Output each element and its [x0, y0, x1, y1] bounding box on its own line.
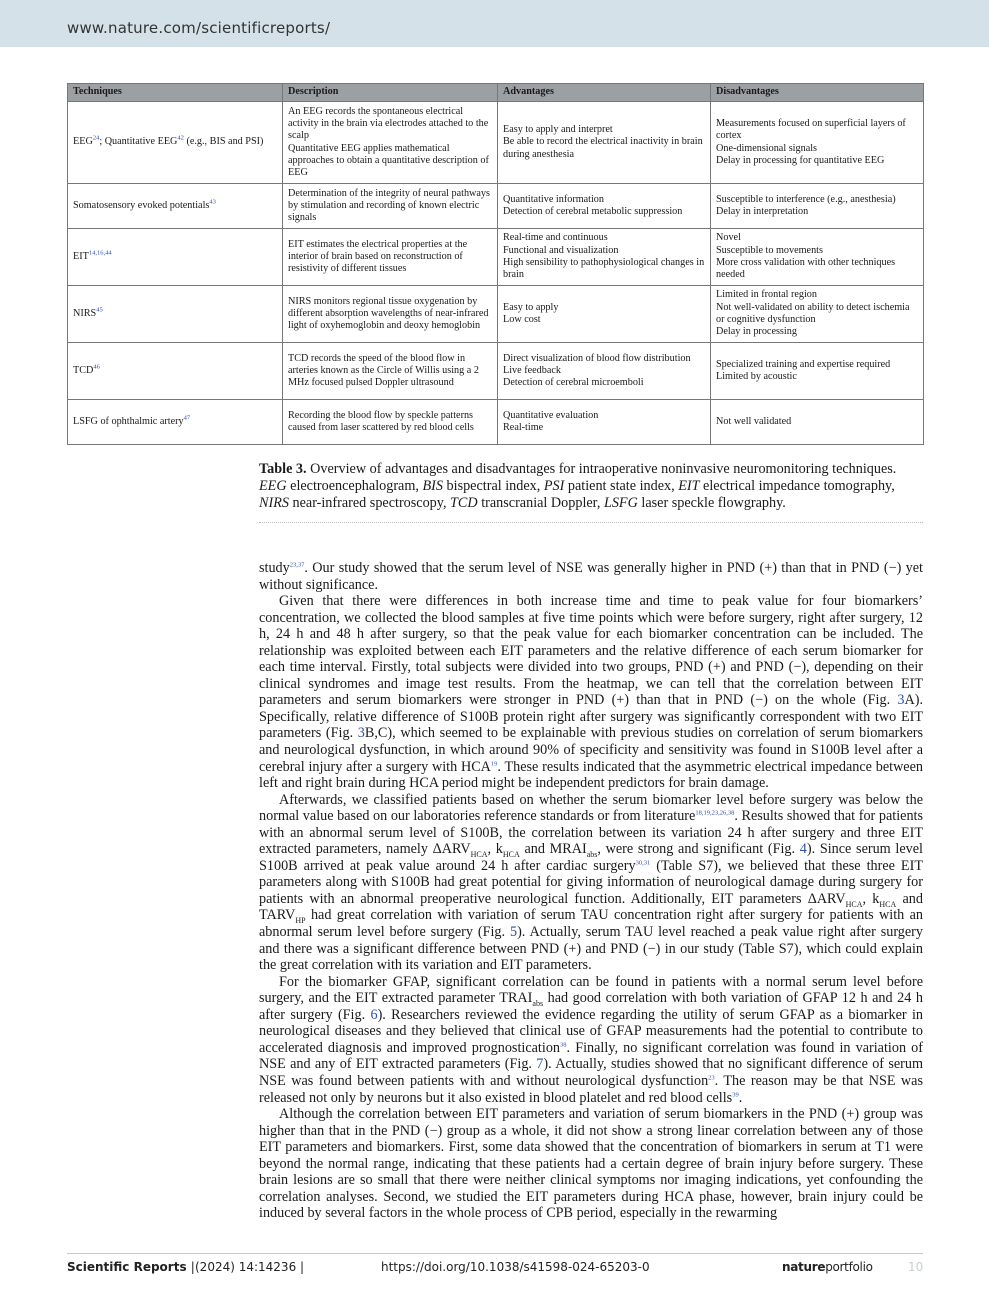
disadvantages-cell: Susceptible to interference (e.g., anesthesia) Delay in interpretation — [711, 184, 924, 229]
paragraph: For the biomarker GFAP, significant correlation can be found in patients with a normal serum level before surgery, and the EIT extracted parameter $TRAI_{abs}$ had good correlation with both variation of GFAP 12 h and 24 h after surgery (Fig. 6). Researchers reviewed the evidence regarding the utility of serum GFAP as a biomarker in neurological diseases and they believed that clinical use of GFAP measurements had the potential to contribute to accelerated diagnosis and improved prognostication$^{38}$. Finally, no significant correlation was found in variation of NSE and any of EIT extracted parameters (Fig. 7). Actually, studies showed that no significant difference of serum NSE was found between patients with and without neurological dysfunction$^{23}$. The reason may be that NSE was released not only by neurons but it also existed in blood platelet and red blood cells$^{39}$. — [259, 973, 923, 1106]
disadvantages-cell: Measurements focused on superficial layers of cortex One-dimensional signals Delay in processing for quantitative EEG — [711, 102, 924, 184]
disadvantages-cell: Limited in frontal region Not well-validated on ability to detect ischemia or cognitive dysfunction Delay in processing — [711, 286, 924, 343]
column-header: Description — [283, 84, 498, 102]
technique-cell: TCD$^{46}$ — [68, 343, 283, 400]
description-cell: EIT estimates the electrical properties at the interior of brain based on reconstruction of resistivity of different tissues — [283, 229, 498, 286]
abbreviation: BIS — [422, 477, 443, 494]
citation-ref[interactable]: 23 — [708, 1074, 715, 1082]
disadvantages-cell: Not well validated — [711, 400, 924, 445]
table-row — [68, 343, 924, 400]
subscript: abs — [586, 850, 598, 860]
table-row — [68, 184, 924, 229]
paragraph: study$^{23,37}$. Our study showed that the serum level of NSE was generally higher in PND (+) than that in PND (−) yet without significance. — [259, 560, 923, 593]
advantages-cell: Easy to apply and interpret Be able to record the electrical inactivity in brain during anesthesia — [498, 102, 711, 184]
technique-cell: LSFG of ophthalmic artery$^{47}$ — [68, 400, 283, 445]
disadvantages-cell: Specialized training and expertise required Limited by acoustic — [711, 343, 924, 400]
description-cell: TCD records the speed of the blood flow in arteries known as the Circle of Willis using a 2 MHz focused pulsed Doppler ultrasound — [283, 343, 498, 400]
technique-cell: EIT$^{14,16,44}$ — [68, 229, 283, 286]
citation-ref[interactable]: 24 — [92, 134, 100, 142]
site-url-link[interactable]: www.nature.com/scientificreports/ — [67, 19, 331, 37]
paragraph: Although the correlation between EIT parameters and variation of serum biomarkers in the PND (+) group was higher than that in the PND (−) group as a whole, it did not show a strong linear correlation between any of those EIT parameters and biomarkers. First, some data showed that the concentration of biomarkers in serum at T1 were beyond the normal range, indicating that these patients had a certain degree of brain injury before surgery. These brain lesions are so small that there were neither clinical symptoms nor imaging indications, yet confounding the correlation analyses. Second, we studied the EIT parameters during HCA phase, however, brain injury could be induced by several factors in the whole process of CPB period, especially in the rewarming — [259, 1106, 923, 1222]
footer-divider — [67, 1253, 923, 1254]
abbreviation: EIT — [678, 477, 700, 494]
citation-ref[interactable]: 43 — [209, 198, 216, 206]
abbreviation: PSI — [543, 477, 565, 494]
citation-ref[interactable]: 39 — [732, 1090, 739, 1098]
footer-journal: Scientific Reports | — [67, 1260, 195, 1274]
description-cell: An EEG records the spontaneous electrical activity in the brain via electrodes attached to the scalp Quantitative EEG applies mathematical approaches to obtain a quantitative description of EEG — [283, 102, 498, 184]
abbreviation: EEG — [259, 477, 287, 494]
figure-ref-link[interactable]: 7 — [536, 1056, 544, 1073]
column-header: Disadvantages — [711, 84, 924, 102]
subscript: HCA — [879, 899, 897, 909]
advantages-cell: Quantitative evaluation Real-time — [498, 400, 711, 445]
table-header-row — [68, 84, 924, 102]
subscript: abs — [532, 999, 544, 1009]
subscript: HP — [295, 916, 306, 926]
article-body — [259, 560, 923, 1222]
page-number: 10 — [908, 1260, 924, 1274]
techniques-table — [67, 83, 924, 445]
citation-ref[interactable]: 46 — [93, 363, 100, 371]
citation-ref[interactable]: 30,31 — [635, 859, 651, 867]
advantages-cell: Quantitative information Detection of cerebral metabolic suppression — [498, 184, 711, 229]
technique-cell: EEG$^{24}$; Quantitative EEG$^{42}$ (e.g., BIS and PSI) — [68, 102, 283, 184]
subscript: HCA — [845, 899, 863, 909]
subscript: HCA — [470, 850, 488, 860]
column-header: Techniques — [68, 84, 283, 102]
footer-citation: (2024) 14:14236 | — [195, 1260, 305, 1274]
citation-ref[interactable]: 45 — [96, 306, 103, 314]
citation-ref[interactable]: 38 — [560, 1041, 567, 1049]
citation-ref[interactable]: 23,37 — [289, 561, 305, 569]
table-row — [68, 102, 924, 184]
top-banner — [0, 0, 989, 47]
caption-divider — [259, 522, 923, 523]
figure-ref-link[interactable]: 4 — [799, 841, 807, 858]
subscript: HCA — [502, 850, 520, 860]
abbreviation: NIRS — [259, 494, 289, 511]
figure-ref-link[interactable]: 5 — [509, 924, 518, 941]
table-caption: Table 3. Overview of advantages and disadvantages for intraoperative noninvasive neuromonitoring techniques. EEG electroencephalogram, BIS bispectral index, PSI patient state index, EIT electrical impedance tomography, NIRS near-infrared spectroscopy, TCD transcranial Doppler, LSFG laser speckle flowgraphy. — [259, 461, 897, 511]
citation-ref[interactable]: 42 — [177, 134, 184, 142]
table-row — [68, 400, 924, 445]
paragraph: Afterwards, we classified patients based on whether the serum biomarker level before surgery was below the normal value based on our laboratories reference standards or from literature$^{18,19,23,26,38}$. Results showed that for patients with an abnormal serum level of S100B, the correlation between its variation 24 h after surgery and three EIT extracted parameters, namely $\Delta ARV_{HCA}$, $k_{HCA}$ and $MRAI_{abs}$, were strong and significant (Fig. 4). Since serum level S100B arrived at peak value around 24 h after cardiac surgery$^{30,31}$ (Table S7), we believed that these three EIT parameters along with S100B had great potential for giving information of neurological damage during surgery for patients with an abnormal preoperative neurological function. Additionally, EIT parameters $\Delta ARV_{HCA}$, $k_{HCA}$ and $TARV_{HP}$ had great correlation with variation of serum TAU concentration right after surgery for patients with an abnormal serum level before surgery (Fig. 5). Actually, serum TAU level reached a peak value right after surgery and there was a significant difference between PND (+) and PND (−) in our study (Table S7), which could explain the great correlation with its variation and EIT parameters. — [259, 791, 923, 974]
publisher-logo: natureportfolio — [782, 1260, 873, 1274]
figure-ref-link[interactable]: 6 — [370, 1006, 378, 1023]
table-body — [68, 102, 924, 445]
abbreviation: LSFG — [603, 494, 638, 511]
figure-ref-link[interactable]: 3 — [897, 692, 905, 709]
citation-ref[interactable]: 19 — [490, 759, 498, 767]
advantages-cell: Direct visualization of blood flow distribution Live feedback Detection of cerebral microemboli — [498, 343, 711, 400]
citation-ref[interactable]: 47 — [183, 414, 191, 422]
table-row — [68, 229, 924, 286]
technique-cell: Somatosensory evoked potentials$^{43}$ — [68, 184, 283, 229]
description-cell: NIRS monitors regional tissue oxygenation by different absorption wavelengths of near-infrared light of oxyhemoglobin and deoxy hemoglobin — [283, 286, 498, 343]
citation-ref[interactable]: 18,19,23,26,38 — [695, 809, 735, 817]
column-header: Advantages — [498, 84, 711, 102]
description-cell: Determination of the integrity of neural pathways by stimulation and recording of known electric signals — [283, 184, 498, 229]
figure-ref-link[interactable]: 3 — [357, 725, 365, 742]
description-cell: Recording the blood flow by speckle patterns caused from laser scattered by red blood cells — [283, 400, 498, 445]
abbreviation: TCD — [450, 494, 478, 511]
advantages-cell: Real-time and continuous Functional and visualization High sensibility to pathophysiological changes in brain — [498, 229, 711, 286]
advantages-cell: Easy to apply Low cost — [498, 286, 711, 343]
technique-cell: NIRS$^{45}$ — [68, 286, 283, 343]
paragraph: Given that there were differences in both increase time and time to peak value for four biomarkers’ concentration, we collected the blood samples at five time points which were before surgery, right after surgery, 12 h, 24 h and 48 h after surgery, so that the peak value for each biomarker concentration can be included. The relationship was exploited between each EIT parameters and the relative difference of each serum biomarker for each time interval. Firstly, total subjects were divided into two groups, PND (+) and PND (−), depending on their clinical syndromes and image test results. From the heatmap, we can tell that the correlation between EIT parameters and serum biomarkers were stronger in PND (+) than that in PND (−) on the whole (Fig. 3A). Specifically, relative difference of S100B protein right after surgery was significantly correspondent with two EIT parameters (Fig. 3B,C), which seemed to be explainable with previous studies on correlation of serum biomarkers and neurological dysfunction, in which around 90% of specificity and sensitivity was found in S100B level after a cerebral injury after a surgery with HCA$^{19}$. These results indicated that the asymmetric electrical impedance between left and right brain during HCA period might be independent predictors for brain damage. — [259, 593, 923, 792]
disadvantages-cell: Novel Susceptible to movements More cross validation with other techniques needed — [711, 229, 924, 286]
citation-ref[interactable]: 14,16,44 — [88, 249, 112, 257]
caption-label: Table 3. — [259, 461, 307, 477]
footer-doi-link[interactable]: https://doi.org/10.1038/s41598-024-65203-0 — [381, 1260, 650, 1274]
table-row — [68, 286, 924, 343]
